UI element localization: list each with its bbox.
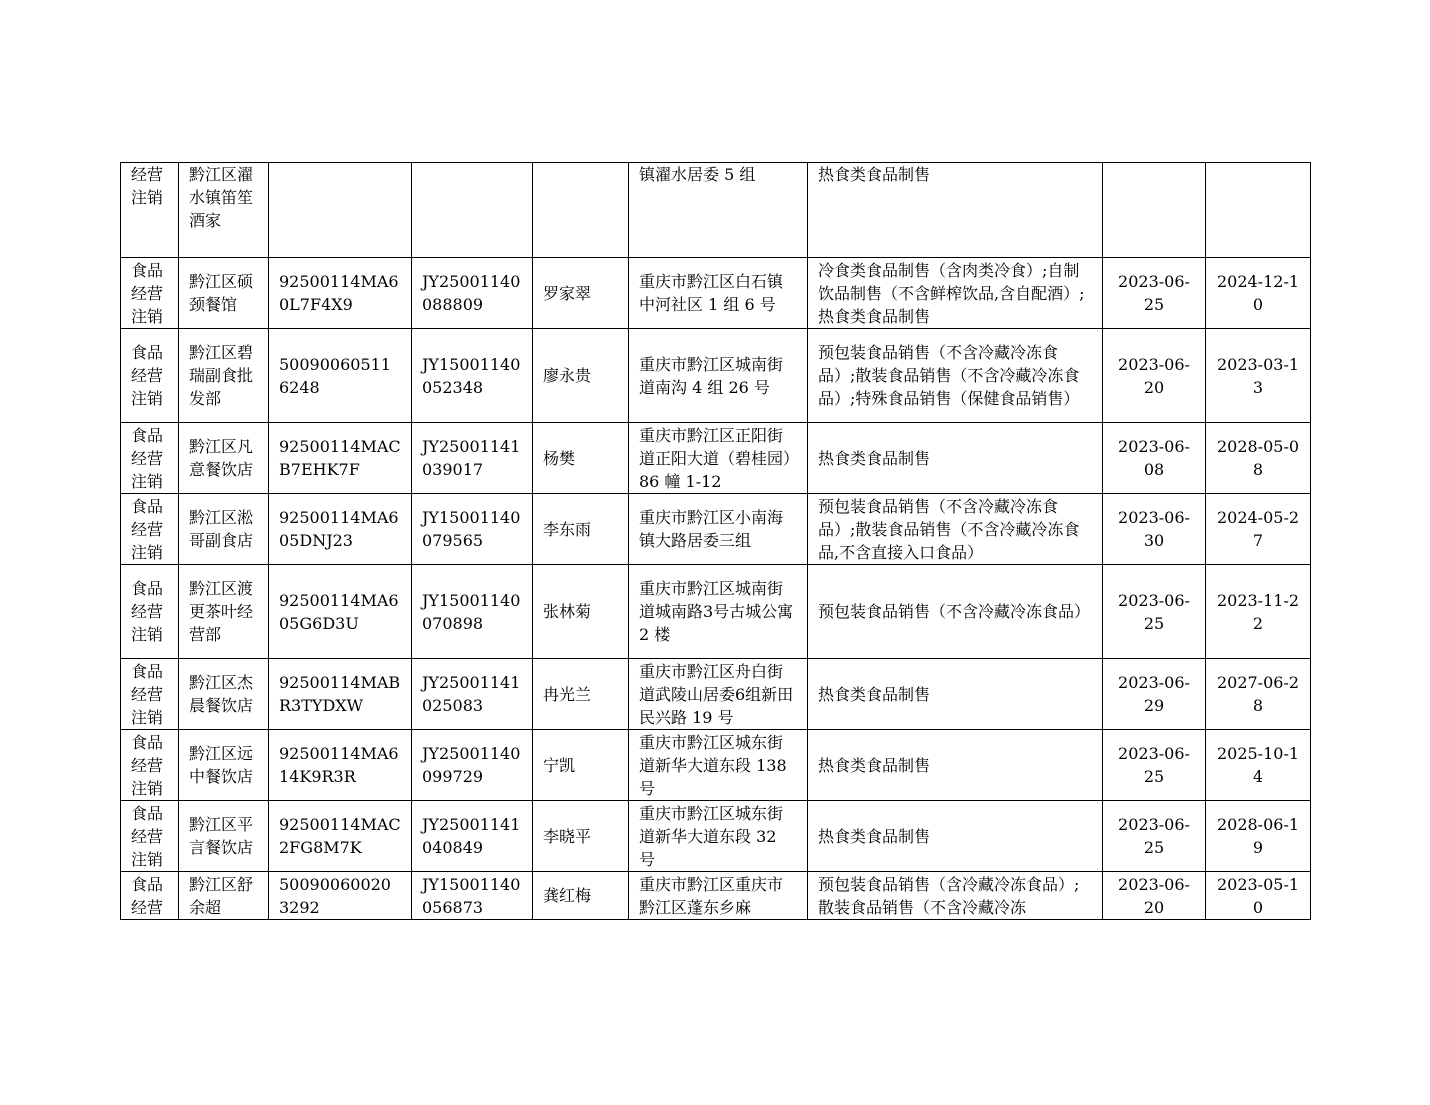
table-row [121,494,1311,565]
cell-license-no: JY15001140079565 [412,494,533,565]
cell-expiry-date: 2023-03-13 [1206,329,1311,423]
cell-issue-date: 2023-06-25 [1103,730,1206,801]
cell-address: 重庆市黔江区城东街道新华大道东段 32 号 [629,801,808,872]
cell-address: 重庆市黔江区城南街道南沟 4 组 26 号 [629,329,808,423]
cell-legal-person: 张林菊 [533,565,629,659]
table-row [121,801,1311,872]
cell-legal-person: 宁凯 [533,730,629,801]
table-row [121,872,1311,920]
cell-type: 食品经营注销 [121,258,179,329]
cell-issue-date: 2023-06-25 [1103,801,1206,872]
cell-credit-code: 92500114MA605DNJ23 [269,494,412,565]
cell-credit-code: 92500114MAC2FG8M7K [269,801,412,872]
cell-legal-person: 廖永贵 [533,329,629,423]
cell-credit-code [269,163,412,258]
cell-license-no: JY25001140088809 [412,258,533,329]
table-row [121,659,1311,730]
cell-license-no: JY25001141040849 [412,801,533,872]
cell-expiry-date: 2023-11-22 [1206,565,1311,659]
cell-issue-date: 2023-06-08 [1103,423,1206,494]
cell-legal-person: 龚红梅 [533,872,629,920]
cell-credit-code: 92500114MA605G6D3U [269,565,412,659]
cell-scope: 冷食类食品制售（含肉类冷食）;自制饮品制售（不含鲜榨饮品,含自配酒）;热食类食品制售 [808,258,1103,329]
cell-scope: 热食类食品制售 [808,659,1103,730]
cell-expiry-date: 2024-05-27 [1206,494,1311,565]
cell-license-no: JY25001141025083 [412,659,533,730]
cell-legal-person: 李晓平 [533,801,629,872]
cell-type: 食品经营注销 [121,730,179,801]
cell-name: 黔江区碧瑞副食批发部 [179,329,269,423]
cell-name: 黔江区凡意餐饮店 [179,423,269,494]
cell-issue-date: 2023-06-20 [1103,329,1206,423]
cell-name: 黔江区渡更茶叶经营部 [179,565,269,659]
cell-expiry-date [1206,163,1311,258]
cell-name: 黔江区硕颈餐馆 [179,258,269,329]
cell-expiry-date: 2028-06-19 [1206,801,1311,872]
cell-credit-code: 500900600203292 [269,872,412,920]
table-row [121,163,1311,258]
cell-expiry-date: 2025-10-14 [1206,730,1311,801]
cell-name: 黔江区杰晨餐饮店 [179,659,269,730]
cell-type: 食品经营 [121,872,179,920]
cell-issue-date: 2023-06-25 [1103,258,1206,329]
cell-credit-code: 92500114MABR3TYDXW [269,659,412,730]
cell-address: 重庆市黔江区城南街道城南路3号古城公寓 2 楼 [629,565,808,659]
cell-legal-person [533,163,629,258]
cell-address: 重庆市黔江区正阳街道正阳大道（碧桂园）86 幢 1-12 [629,423,808,494]
cell-legal-person: 冉光兰 [533,659,629,730]
cell-address: 镇濯水居委 5 组 [629,163,808,258]
cell-issue-date: 2023-06-25 [1103,565,1206,659]
table-row [121,565,1311,659]
cell-type: 经营注销 [121,163,179,258]
cell-credit-code: 92500114MA60L7F4X9 [269,258,412,329]
license-cancellation-table [120,162,1311,920]
cell-type: 食品经营注销 [121,801,179,872]
cell-issue-date: 2023-06-29 [1103,659,1206,730]
cell-license-no: JY15001140056873 [412,872,533,920]
cell-expiry-date: 2024-12-10 [1206,258,1311,329]
cell-legal-person: 罗家翠 [533,258,629,329]
cell-issue-date: 2023-06-30 [1103,494,1206,565]
cell-name: 黔江区远中餐饮店 [179,730,269,801]
cell-name: 黔江区舒余超 [179,872,269,920]
cell-issue-date [1103,163,1206,258]
cell-legal-person: 李东雨 [533,494,629,565]
table-row [121,423,1311,494]
cell-type: 食品经营注销 [121,423,179,494]
cell-type: 食品经营注销 [121,329,179,423]
table-row [121,329,1311,423]
cell-license-no: JY25001140099729 [412,730,533,801]
cell-scope: 预包装食品销售（不含冷藏冷冻食品）;散装食品销售（不含冷藏冷冻食品）;特殊食品销售（保健食品销售） [808,329,1103,423]
cell-address: 重庆市黔江区重庆市黔江区蓬东乡麻 [629,872,808,920]
cell-address: 重庆市黔江区城东街道新华大道东段 138 号 [629,730,808,801]
cell-name: 黔江区淞哥副食店 [179,494,269,565]
cell-scope: 热食类食品制售 [808,801,1103,872]
cell-expiry-date: 2023-05-10 [1206,872,1311,920]
cell-license-no [412,163,533,258]
cell-credit-code: 500900605116248 [269,329,412,423]
cell-scope: 热食类食品制售 [808,423,1103,494]
cell-legal-person: 杨樊 [533,423,629,494]
cell-scope: 热食类食品制售 [808,730,1103,801]
cell-name: 黔江区平言餐饮店 [179,801,269,872]
cell-license-no: JY15001140052348 [412,329,533,423]
cell-type: 食品经营注销 [121,494,179,565]
table-row [121,730,1311,801]
cell-scope: 预包装食品销售（不含冷藏冷冻食品） [808,565,1103,659]
table-row [121,258,1311,329]
cell-scope: 热食类食品制售 [808,163,1103,258]
cell-name: 黔江区濯水镇笛笙酒家 [179,163,269,258]
cell-scope: 预包装食品销售（不含冷藏冷冻食品）;散装食品销售（不含冷藏冷冻食品,不含直接入口食品） [808,494,1103,565]
cell-license-no: JY25001141039017 [412,423,533,494]
cell-address: 重庆市黔江区白石镇中河社区 1 组 6 号 [629,258,808,329]
cell-type: 食品经营注销 [121,659,179,730]
cell-credit-code: 92500114MACB7EHK7F [269,423,412,494]
cell-scope: 预包装食品销售（含冷藏冷冻食品）;散装食品销售（不含冷藏冷冻 [808,872,1103,920]
cell-issue-date: 2023-06-20 [1103,872,1206,920]
cell-license-no: JY15001140070898 [412,565,533,659]
cell-credit-code: 92500114MA614K9R3R [269,730,412,801]
cell-address: 重庆市黔江区舟白街道武陵山居委6组新田民兴路 19 号 [629,659,808,730]
cell-expiry-date: 2028-05-08 [1206,423,1311,494]
cell-type: 食品经营注销 [121,565,179,659]
cell-expiry-date: 2027-06-28 [1206,659,1311,730]
cell-address: 重庆市黔江区小南海镇大路居委三组 [629,494,808,565]
